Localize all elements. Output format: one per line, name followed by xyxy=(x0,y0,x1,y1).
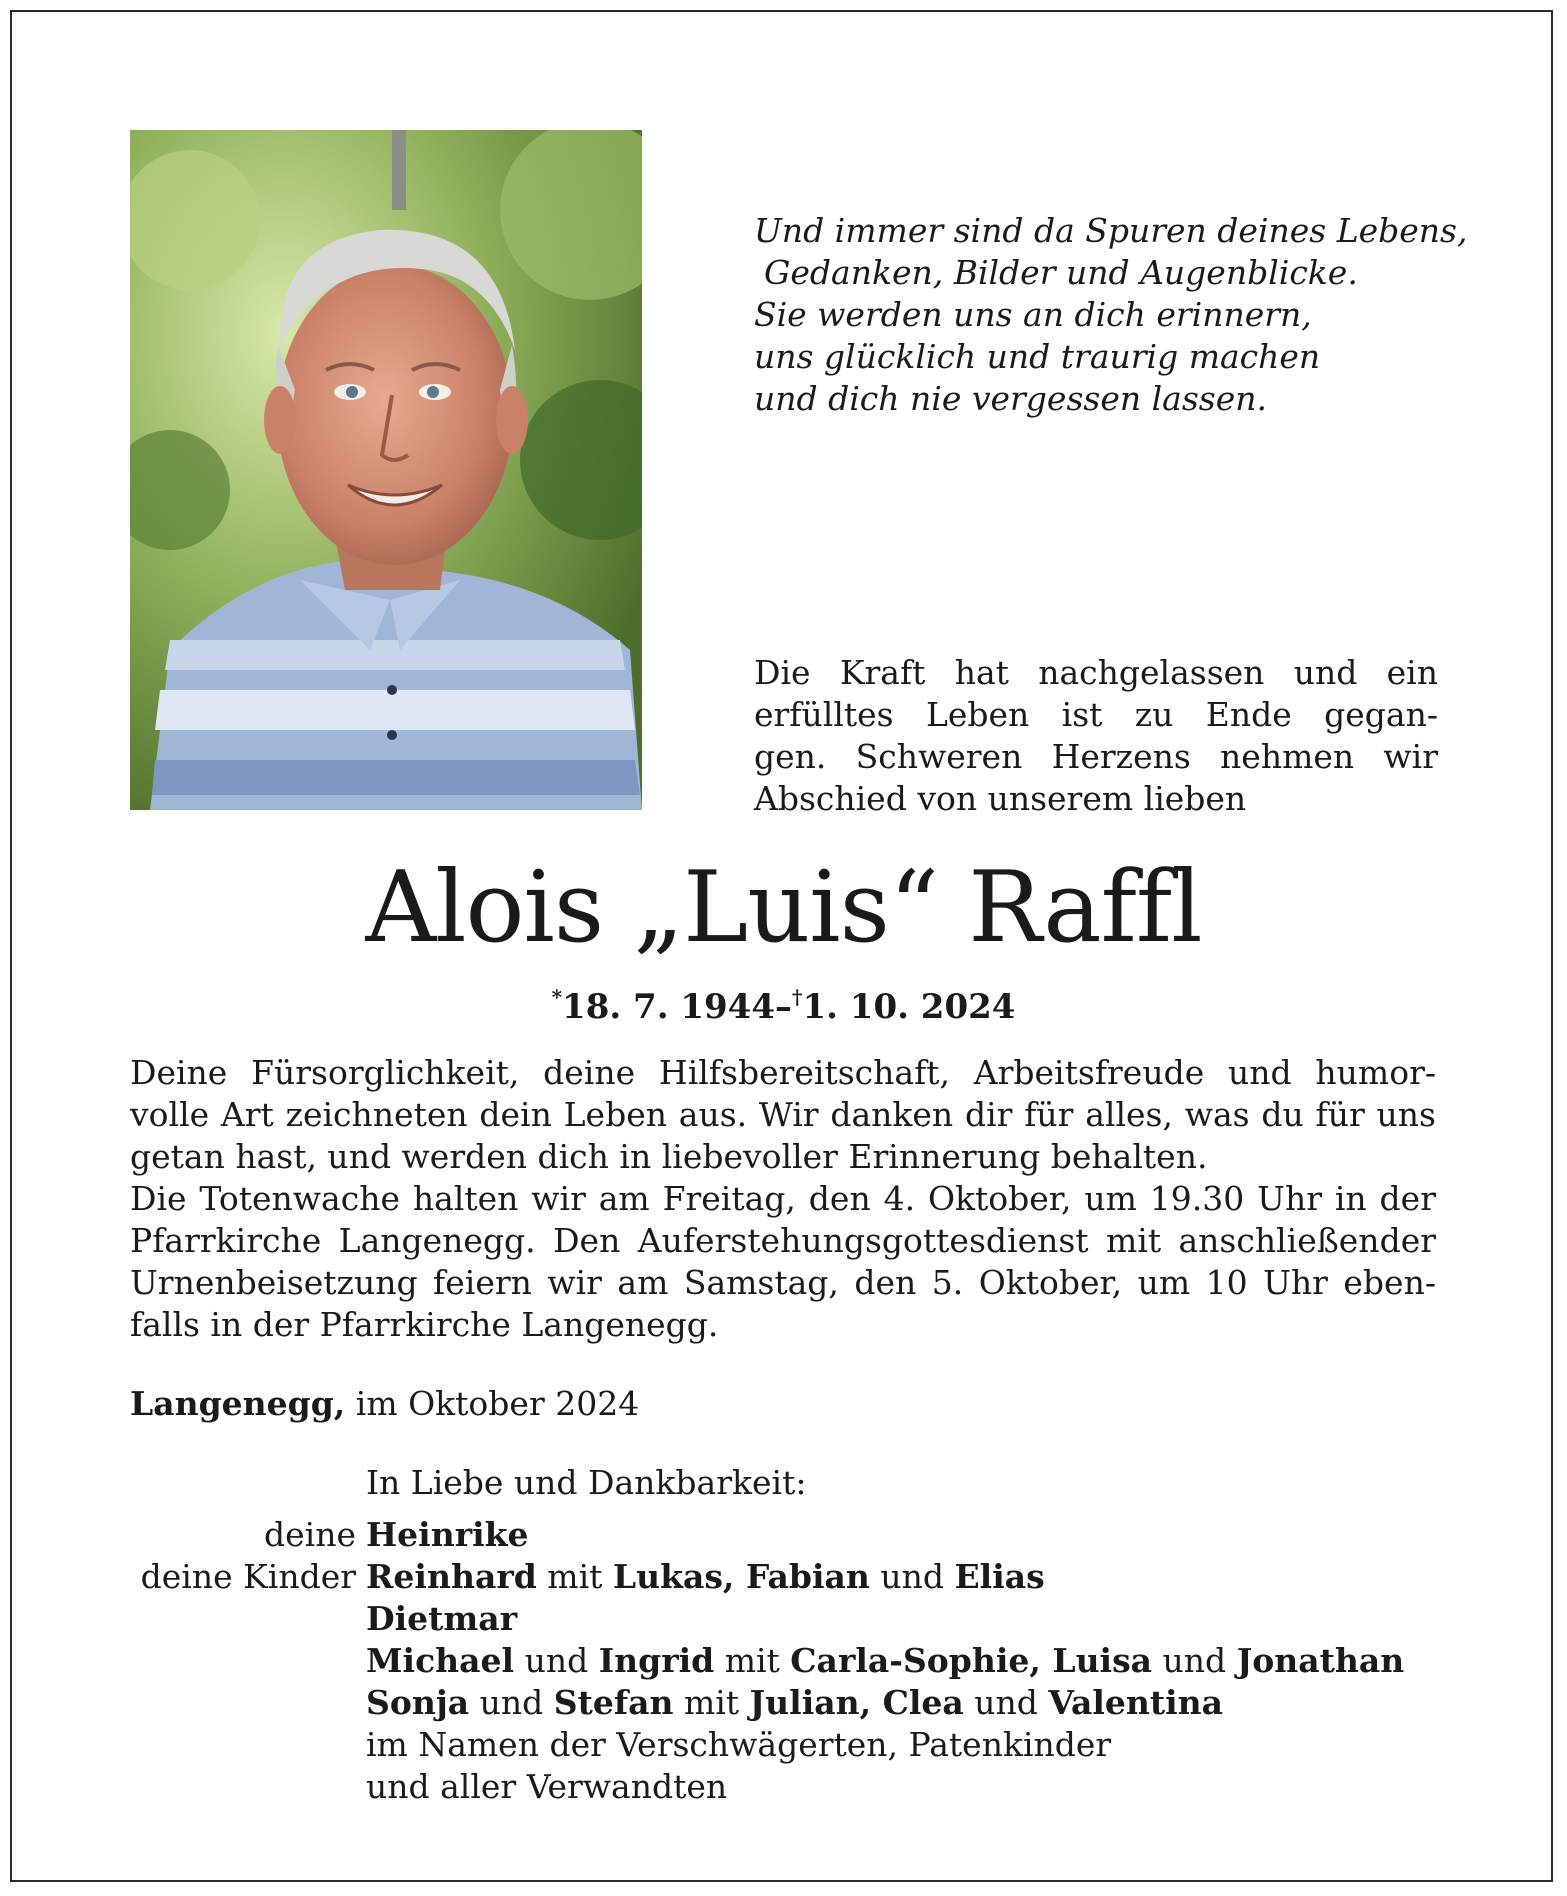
grandchild-name: Elias xyxy=(954,1557,1045,1596)
closing-line: und aller Verwandten xyxy=(366,1767,728,1806)
conjunction: und xyxy=(963,1683,1049,1722)
grandchildren-names: Julian, Clea xyxy=(749,1683,964,1722)
conjunction: mit xyxy=(536,1557,613,1596)
family-row xyxy=(90,1682,1404,1724)
family-row xyxy=(90,1766,1404,1808)
body-line: volle Art zeichneten dein Leben aus. Wir danken dir für alles, was du für uns xyxy=(130,1095,1436,1134)
conjunction: mit xyxy=(673,1683,750,1722)
child-name: Reinhard xyxy=(366,1557,537,1596)
conjunction: und xyxy=(514,1641,599,1680)
body-text xyxy=(130,1052,1436,1346)
intro-line: erfülltes Leben ist zu Ende gegan- xyxy=(754,695,1438,734)
body-line: Urnenbeisetzung feiern wir am Samstag, den 5. Oktober, um 10 Uhr eben- xyxy=(130,1263,1436,1302)
grandchildren-names: Carla-Sophie, Luisa xyxy=(790,1641,1153,1680)
conjunction: und xyxy=(469,1683,554,1722)
intro-line: Die Kraft hat nachgelassen und ein xyxy=(754,653,1438,692)
conjunction: mit xyxy=(714,1641,791,1680)
family-row xyxy=(90,1514,1404,1556)
grandchildren-names: Lukas, Fabian xyxy=(612,1557,870,1596)
partner-name: Ingrid xyxy=(598,1641,715,1680)
poem-line: Gedanken, Bilder und Augenblicke. xyxy=(764,253,1358,292)
birth-symbol: * xyxy=(551,985,563,1009)
poem xyxy=(754,210,1468,420)
life-dates xyxy=(0,974,1567,1030)
conjunction: und xyxy=(1152,1641,1237,1680)
family-list xyxy=(90,1514,1404,1808)
wife-name: Heinrike xyxy=(366,1515,529,1554)
partner-name: Stefan xyxy=(553,1683,674,1722)
intro-paragraph xyxy=(754,652,1438,820)
place-town: Langenegg, xyxy=(130,1384,346,1423)
conjunction: und xyxy=(869,1557,955,1596)
children-label: deine Kinder xyxy=(140,1557,356,1596)
grandchild-name: Jonathan xyxy=(1236,1641,1405,1680)
family-row xyxy=(90,1724,1404,1766)
family-row xyxy=(90,1640,1404,1682)
death-date: 1. 10. 2024 xyxy=(802,987,1016,1027)
date-separator: – xyxy=(775,987,792,1027)
grandchild-name: Valentina xyxy=(1048,1683,1224,1722)
place-date xyxy=(130,1383,639,1425)
birth-date: 18. 7. 1944 xyxy=(562,987,775,1027)
intro-line: Abschied von unserem lieben xyxy=(754,779,1247,818)
deceased-name: Alois „Luis“ Raffl xyxy=(365,851,1202,965)
poem-line: und dich nie vergessen lassen. xyxy=(754,379,1267,418)
closing-line: im Namen der Verschwägerten, Patenkinder xyxy=(366,1725,1112,1764)
intro-line: gen. Schweren Herzens nehmen wir xyxy=(754,737,1438,776)
child-name: Michael xyxy=(366,1641,515,1680)
place-month: im Oktober 2024 xyxy=(345,1384,640,1423)
body-line: getan hast, und werden dich in liebevoller Erinnerung behalten. xyxy=(130,1137,1208,1176)
child-name: Sonja xyxy=(366,1683,470,1722)
thanks-line: In Liebe und Dankbarkeit: xyxy=(366,1463,807,1502)
body-line: Pfarrkirche Langenegg. Den Auferstehungsgottesdienst mit anschließender xyxy=(130,1221,1436,1260)
death-symbol: † xyxy=(792,985,803,1009)
child-name: Dietmar xyxy=(366,1599,518,1638)
wife-label: deine xyxy=(264,1515,356,1554)
poem-line: uns glücklich und traurig machen xyxy=(754,337,1321,376)
portrait-photo xyxy=(130,130,642,810)
family-row xyxy=(90,1556,1404,1598)
family-row xyxy=(90,1598,1404,1640)
poem-line: Sie werden uns an dich erinnern, xyxy=(754,295,1312,334)
body-line: Deine Fürsorglichkeit, deine Hilfsbereitschaft, Arbeitsfreude und humor- xyxy=(130,1053,1436,1092)
body-line: Die Totenwache halten wir am Freitag, den 4. Oktober, um 19.30 Uhr in der xyxy=(130,1179,1436,1218)
poem-line: Und immer sind da Spuren deines Lebens, xyxy=(754,211,1468,250)
body-line: falls in der Pfarrkirche Langenegg. xyxy=(130,1305,719,1344)
